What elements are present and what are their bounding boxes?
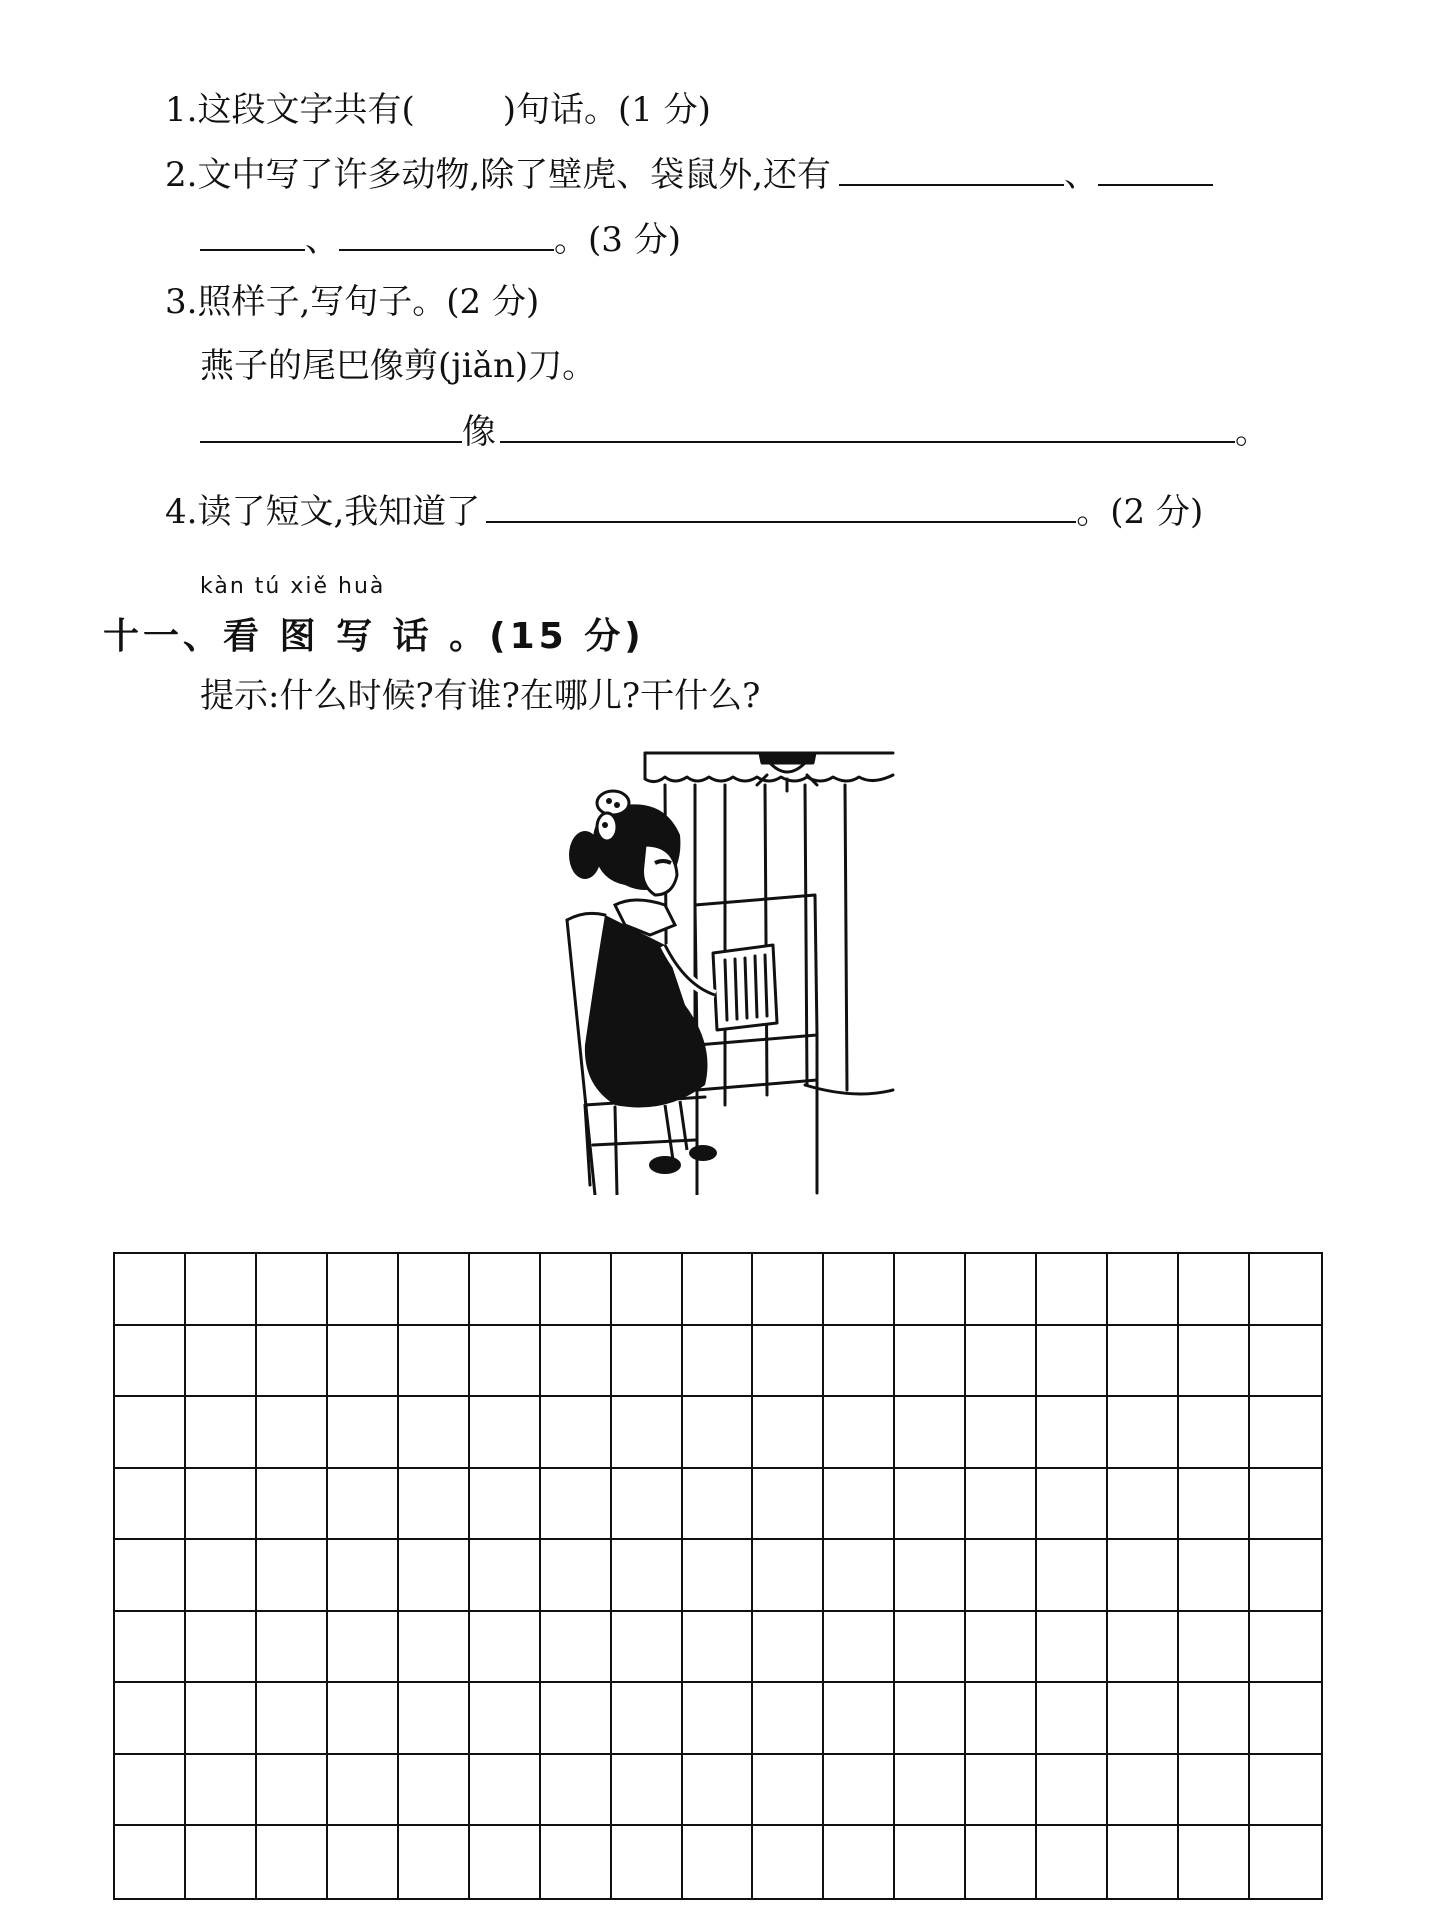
grid-cell[interactable] <box>115 1612 186 1684</box>
grid-cell[interactable] <box>470 1755 541 1827</box>
question-1-suffix: )句话。(1 分) <box>502 90 711 130</box>
grid-cell[interactable] <box>1037 1326 1108 1398</box>
grid-cell[interactable] <box>612 1683 683 1755</box>
grid-cell[interactable] <box>470 1469 541 1541</box>
grid-cell[interactable] <box>895 1826 966 1898</box>
grid-cell[interactable] <box>824 1540 895 1612</box>
grid-cell[interactable] <box>824 1326 895 1398</box>
grid-cell[interactable] <box>966 1326 1037 1398</box>
grid-cell[interactable] <box>753 1397 824 1469</box>
grid-cell[interactable] <box>895 1254 966 1326</box>
grid-cell[interactable] <box>1037 1540 1108 1612</box>
grid-cell[interactable] <box>399 1755 470 1827</box>
grid-cell[interactable] <box>257 1469 328 1541</box>
grid-cell[interactable] <box>257 1826 328 1898</box>
grid-cell[interactable] <box>1179 1326 1250 1398</box>
grid-cell[interactable] <box>328 1540 399 1612</box>
grid-cell[interactable] <box>541 1540 612 1612</box>
grid-cell[interactable] <box>186 1755 257 1827</box>
grid-cell[interactable] <box>1250 1469 1321 1541</box>
grid-cell[interactable] <box>683 1755 754 1827</box>
question-2-prefix: 2.文中写了许多动物,除了壁虎、袋鼠外,还有 <box>165 155 832 195</box>
grid-cell[interactable] <box>1179 1826 1250 1898</box>
answer-blank[interactable] <box>200 413 462 443</box>
grid-cell[interactable] <box>541 1326 612 1398</box>
answer-blank[interactable] <box>839 156 1064 186</box>
grid-cell[interactable] <box>186 1397 257 1469</box>
answer-blank[interactable] <box>1098 156 1213 186</box>
grid-cell[interactable] <box>257 1755 328 1827</box>
grid-cell[interactable] <box>470 1540 541 1612</box>
grid-cell[interactable] <box>966 1683 1037 1755</box>
grid-cell[interactable] <box>1179 1469 1250 1541</box>
grid-cell[interactable] <box>824 1612 895 1684</box>
grid-cell[interactable] <box>115 1540 186 1612</box>
grid-cell[interactable] <box>824 1397 895 1469</box>
grid-cell[interactable] <box>541 1254 612 1326</box>
grid-cell[interactable] <box>186 1683 257 1755</box>
grid-cell[interactable] <box>612 1397 683 1469</box>
grid-cell[interactable] <box>257 1397 328 1469</box>
grid-cell[interactable] <box>257 1612 328 1684</box>
grid-cell[interactable] <box>895 1755 966 1827</box>
grid-cell[interactable] <box>257 1540 328 1612</box>
girl-reading-at-desk-illustration <box>555 745 895 1195</box>
section-title: 十一、看 图 写 话 。(15 分) <box>103 616 645 657</box>
grid-cell[interactable] <box>966 1612 1037 1684</box>
grid-cell[interactable] <box>1179 1683 1250 1755</box>
grid-cell[interactable] <box>257 1683 328 1755</box>
grid-cell[interactable] <box>115 1254 186 1326</box>
grid-cell[interactable] <box>115 1397 186 1469</box>
grid-cell[interactable] <box>1179 1755 1250 1827</box>
grid-cell[interactable] <box>186 1540 257 1612</box>
question-3-end: 。 <box>1235 412 1269 452</box>
grid-cell[interactable] <box>1250 1326 1321 1398</box>
grid-cell[interactable] <box>186 1326 257 1398</box>
question-3-example: 燕子的尾巴像剪(jiǎn)刀。 <box>200 346 597 386</box>
grid-cell[interactable] <box>1108 1469 1179 1541</box>
grid-cell[interactable] <box>966 1755 1037 1827</box>
grid-cell[interactable] <box>115 1826 186 1898</box>
grid-cell[interactable] <box>470 1254 541 1326</box>
grid-cell[interactable] <box>399 1540 470 1612</box>
grid-cell[interactable] <box>1037 1469 1108 1541</box>
writing-grid[interactable] <box>113 1252 1323 1900</box>
grid-cell[interactable] <box>186 1826 257 1898</box>
grid-cell[interactable] <box>895 1540 966 1612</box>
grid-cell[interactable] <box>1108 1612 1179 1684</box>
grid-cell[interactable] <box>1108 1326 1179 1398</box>
grid-cell[interactable] <box>612 1254 683 1326</box>
question-1 <box>165 90 711 130</box>
grid-cell[interactable] <box>541 1755 612 1827</box>
grid-cell[interactable] <box>1108 1755 1179 1827</box>
grid-cell[interactable] <box>683 1540 754 1612</box>
grid-cell[interactable] <box>895 1683 966 1755</box>
grid-cell[interactable] <box>753 1612 824 1684</box>
question-3-middle: 像 <box>462 412 496 452</box>
grid-cell[interactable] <box>1250 1254 1321 1326</box>
grid-cell[interactable] <box>824 1469 895 1541</box>
grid-cell[interactable] <box>1250 1397 1321 1469</box>
grid-cell[interactable] <box>612 1326 683 1398</box>
grid-cell[interactable] <box>753 1254 824 1326</box>
grid-cell[interactable] <box>399 1469 470 1541</box>
grid-cell[interactable] <box>824 1755 895 1827</box>
grid-cell[interactable] <box>541 1612 612 1684</box>
grid-cell[interactable] <box>966 1540 1037 1612</box>
grid-cell[interactable] <box>470 1326 541 1398</box>
grid-cell[interactable] <box>1108 1397 1179 1469</box>
grid-cell[interactable] <box>1250 1755 1321 1827</box>
grid-cell[interactable] <box>328 1826 399 1898</box>
grid-cell[interactable] <box>966 1826 1037 1898</box>
grid-cell[interactable] <box>541 1683 612 1755</box>
grid-cell[interactable] <box>753 1469 824 1541</box>
grid-cell[interactable] <box>541 1397 612 1469</box>
question-1-prefix: 1.这段文字共有( <box>165 90 415 130</box>
question-3-answer-line <box>200 412 1269 452</box>
grid-cell[interactable] <box>1250 1826 1321 1898</box>
question-4 <box>165 492 1203 532</box>
grid-cell[interactable] <box>683 1469 754 1541</box>
grid-cell[interactable] <box>612 1469 683 1541</box>
grid-cell[interactable] <box>1179 1397 1250 1469</box>
grid-cell[interactable] <box>966 1469 1037 1541</box>
grid-cell[interactable] <box>683 1254 754 1326</box>
grid-cell[interactable] <box>895 1397 966 1469</box>
grid-cell[interactable] <box>328 1397 399 1469</box>
grid-cell[interactable] <box>328 1254 399 1326</box>
grid-cell[interactable] <box>115 1755 186 1827</box>
grid-cell[interactable] <box>399 1826 470 1898</box>
grid-cell[interactable] <box>186 1469 257 1541</box>
grid-cell[interactable] <box>1037 1254 1108 1326</box>
grid-cell[interactable] <box>1250 1683 1321 1755</box>
grid-cell[interactable] <box>895 1326 966 1398</box>
separator: 、 <box>305 220 339 260</box>
grid-cell[interactable] <box>470 1683 541 1755</box>
grid-cell[interactable] <box>966 1254 1037 1326</box>
grid-cell[interactable] <box>824 1826 895 1898</box>
grid-cell[interactable] <box>753 1755 824 1827</box>
grid-cell[interactable] <box>895 1612 966 1684</box>
grid-cell[interactable] <box>753 1540 824 1612</box>
grid-cell[interactable] <box>399 1683 470 1755</box>
grid-cell[interactable] <box>1037 1826 1108 1898</box>
grid-cell[interactable] <box>1037 1397 1108 1469</box>
grid-cell[interactable] <box>328 1469 399 1541</box>
grid-cell[interactable] <box>541 1826 612 1898</box>
grid-cell[interactable] <box>753 1326 824 1398</box>
grid-cell[interactable] <box>328 1326 399 1398</box>
grid-cell[interactable] <box>328 1755 399 1827</box>
answer-blank[interactable] <box>486 493 1076 523</box>
section-pinyin: kàn tú xiě huà <box>200 574 386 599</box>
grid-cell[interactable] <box>1108 1540 1179 1612</box>
grid-cell[interactable] <box>399 1326 470 1398</box>
grid-cell[interactable] <box>1179 1254 1250 1326</box>
grid-cell[interactable] <box>683 1326 754 1398</box>
grid-cell[interactable] <box>186 1612 257 1684</box>
answer-blank[interactable] <box>339 221 554 251</box>
question-4-prefix: 4.读了短文,我知道了 <box>165 492 481 532</box>
grid-cell[interactable] <box>683 1397 754 1469</box>
grid-cell[interactable] <box>1037 1755 1108 1827</box>
grid-cell[interactable] <box>399 1254 470 1326</box>
grid-cell[interactable] <box>257 1326 328 1398</box>
grid-cell[interactable] <box>612 1612 683 1684</box>
grid-cell[interactable] <box>470 1397 541 1469</box>
grid-cell[interactable] <box>1037 1683 1108 1755</box>
grid-cell[interactable] <box>612 1755 683 1827</box>
grid-cell[interactable] <box>966 1397 1037 1469</box>
grid-cell[interactable] <box>541 1469 612 1541</box>
answer-blank[interactable] <box>200 221 305 251</box>
question-4-end: 。(2 分) <box>1076 492 1204 532</box>
grid-cell[interactable] <box>399 1612 470 1684</box>
question-3-title: 3.照样子,写句子。(2 分) <box>165 282 540 322</box>
grid-cell[interactable] <box>683 1683 754 1755</box>
question-2-end: 。(3 分) <box>554 220 681 260</box>
grid-cell[interactable] <box>399 1397 470 1469</box>
grid-cell[interactable] <box>1037 1612 1108 1684</box>
grid-cell[interactable] <box>470 1612 541 1684</box>
grid-cell[interactable] <box>1250 1540 1321 1612</box>
grid-cell[interactable] <box>328 1683 399 1755</box>
answer-blank[interactable] <box>500 413 1235 443</box>
grid-cell[interactable] <box>115 1683 186 1755</box>
grid-cell[interactable] <box>328 1612 399 1684</box>
grid-cell[interactable] <box>257 1254 328 1326</box>
grid-cell[interactable] <box>1179 1540 1250 1612</box>
grid-cell[interactable] <box>753 1683 824 1755</box>
grid-cell[interactable] <box>186 1254 257 1326</box>
grid-cell[interactable] <box>1179 1612 1250 1684</box>
grid-cell[interactable] <box>895 1469 966 1541</box>
separator: 、 <box>1064 155 1099 195</box>
section-hint: 提示:什么时候?有谁?在哪儿?干什么? <box>200 676 761 716</box>
grid-cell[interactable] <box>1250 1612 1321 1684</box>
grid-cell[interactable] <box>115 1326 186 1398</box>
grid-cell[interactable] <box>612 1826 683 1898</box>
grid-cell[interactable] <box>1108 1683 1179 1755</box>
grid-cell[interactable] <box>824 1254 895 1326</box>
question-2-continued <box>200 220 681 260</box>
grid-cell[interactable] <box>683 1826 754 1898</box>
grid-cell[interactable] <box>612 1540 683 1612</box>
grid-cell[interactable] <box>824 1683 895 1755</box>
grid-cell[interactable] <box>683 1612 754 1684</box>
grid-cell[interactable] <box>1108 1826 1179 1898</box>
grid-cell[interactable] <box>115 1469 186 1541</box>
grid-cell[interactable] <box>1108 1254 1179 1326</box>
question-2 <box>165 155 1213 195</box>
grid-cell[interactable] <box>753 1826 824 1898</box>
grid-cell[interactable] <box>470 1826 541 1898</box>
